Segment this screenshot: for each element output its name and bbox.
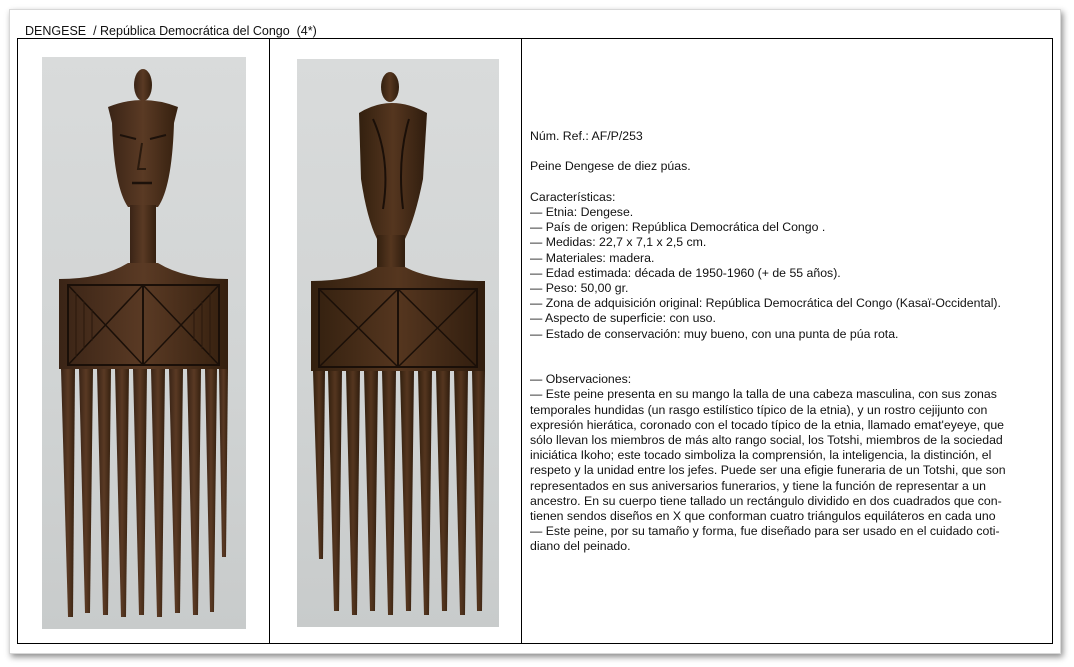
feature-line: — Medidas: 22,7 x 7,1 x 2,5 cm. [530, 235, 707, 250]
observations-heading: — Observaciones: [530, 372, 632, 387]
observation-line: diano del peinado. [530, 539, 631, 554]
observation-line: sólo llevan los miembros de más alto rango social, los Totshi, miembros de la sociedad [530, 433, 1003, 448]
observation-line: ancestro. En su cuerpo tiene tallado un rectángulo dividido en dos cuadrados que con- [530, 493, 1002, 508]
comb-front-photo [42, 57, 246, 629]
photo-cell-front [18, 39, 270, 643]
document-header: DENGESE / República Democrática del Congo (4*) [25, 24, 317, 38]
reference-number: Núm. Ref.: AF/P/253 [530, 129, 643, 143]
feature-line: — Etnia: Dengese. [530, 204, 634, 219]
description-text [530, 129, 1042, 555]
catalog-table [17, 38, 1053, 644]
observation-line: temporales hundidas (un rasgo estilístico típico de la etnia), y un rostro cejijunto con [530, 402, 988, 417]
photo-cell-back [270, 39, 522, 643]
observation-line: — Este peine presenta en su mango la talla de una cabeza masculina, con sus zonas [530, 387, 997, 402]
feature-line: — País de origen: República Democrática del Congo . [530, 220, 826, 235]
feature-line: — Estado de conservación: muy bueno, con una punta de púa rota. [530, 326, 899, 341]
observation-line: iniciática Ikoho; este tocado simboliza la comprensión, la inteligencia, la distinción, el [530, 448, 992, 463]
observation-line: representados en sus aniversarios funerarios, y tiene la función de representar a un [530, 478, 986, 493]
feature-line: — Edad estimada: década de 1950-1960 (+ de 55 años). [530, 265, 841, 280]
feature-line: — Materiales: madera. [530, 250, 655, 265]
observation-line: expresión hierática, coronado con el tocado típico de la etnia, llamado emat'eyeye, que [530, 417, 1005, 432]
feature-line: — Zona de adquisición original: República Democrática del Congo (Kasaï-Occidental). [530, 296, 1001, 311]
comb-back-photo [297, 59, 499, 627]
document-sheet [9, 9, 1061, 654]
observation-line: respeto y la unidad entre los jefes. Puede ser una efigie funeraria de un Totshi, que son [530, 463, 1006, 478]
observation-line: — Este peine, por su tamaño y forma, fue diseñado para ser usado en el cuidado coti- [530, 524, 1000, 539]
description-cell [522, 39, 1052, 643]
item-title: Peine Dengese de diez púas. [530, 159, 691, 174]
features-heading: Características: [530, 189, 616, 204]
feature-line: — Peso: 50,00 gr. [530, 281, 629, 295]
observation-line: tienen sendos diseños en X que conforman cuatro triángulos equiláteros en cada uno [530, 509, 996, 524]
feature-line: — Aspecto de superficie: con uso. [530, 311, 716, 326]
